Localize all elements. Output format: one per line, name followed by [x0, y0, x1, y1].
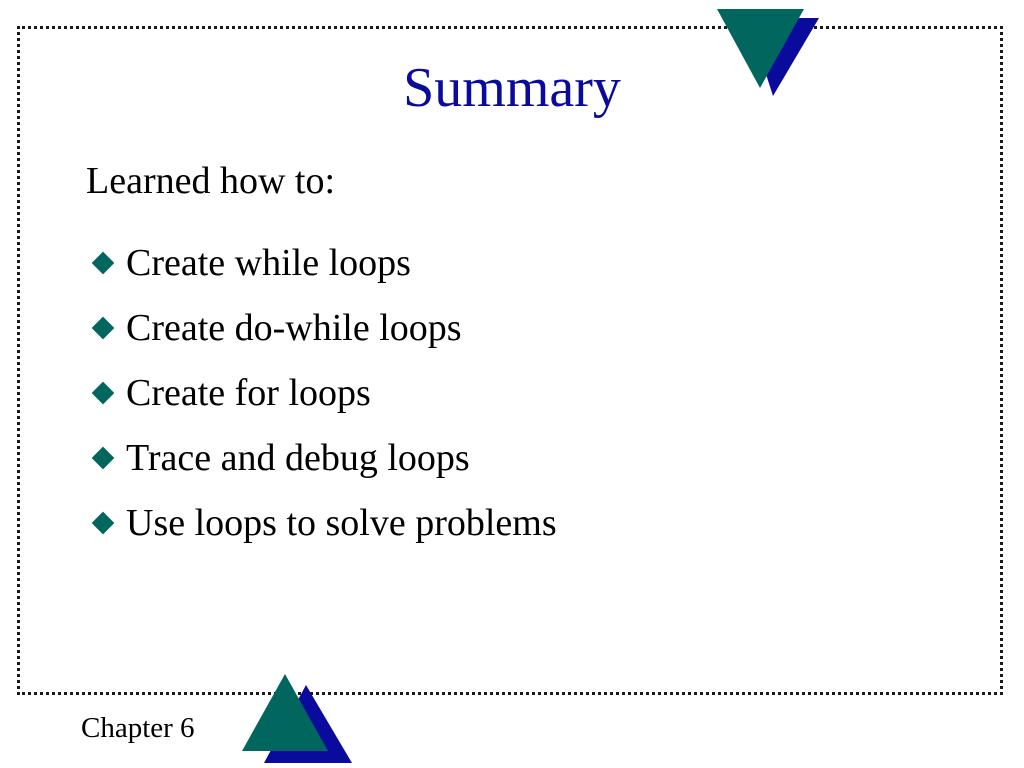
bullet-label: Use loops to solve problems [126, 501, 557, 544]
list-item [90, 295, 557, 360]
diamond-bullet-icon [90, 510, 116, 536]
diamond-bullet-icon [90, 315, 116, 341]
list-item [90, 230, 557, 295]
triangle-icon [240, 673, 354, 765]
list-item [90, 490, 557, 555]
list-item [90, 360, 557, 425]
bullet-label: Create do-while loops [126, 306, 462, 349]
bullet-list [90, 230, 557, 555]
list-item [90, 425, 557, 490]
bullet-label: Create while loops [126, 241, 411, 284]
chapter-footer: Chapter 6 [81, 712, 195, 744]
bullet-label: Trace and debug loops [126, 436, 470, 479]
diamond-bullet-icon [90, 250, 116, 276]
bullet-label: Create for loops [126, 371, 371, 414]
diamond-bullet-icon [90, 380, 116, 406]
diamond-bullet-icon [90, 445, 116, 471]
slide-title: Summary [403, 57, 621, 119]
intro-text: Learned how to: [86, 160, 336, 202]
